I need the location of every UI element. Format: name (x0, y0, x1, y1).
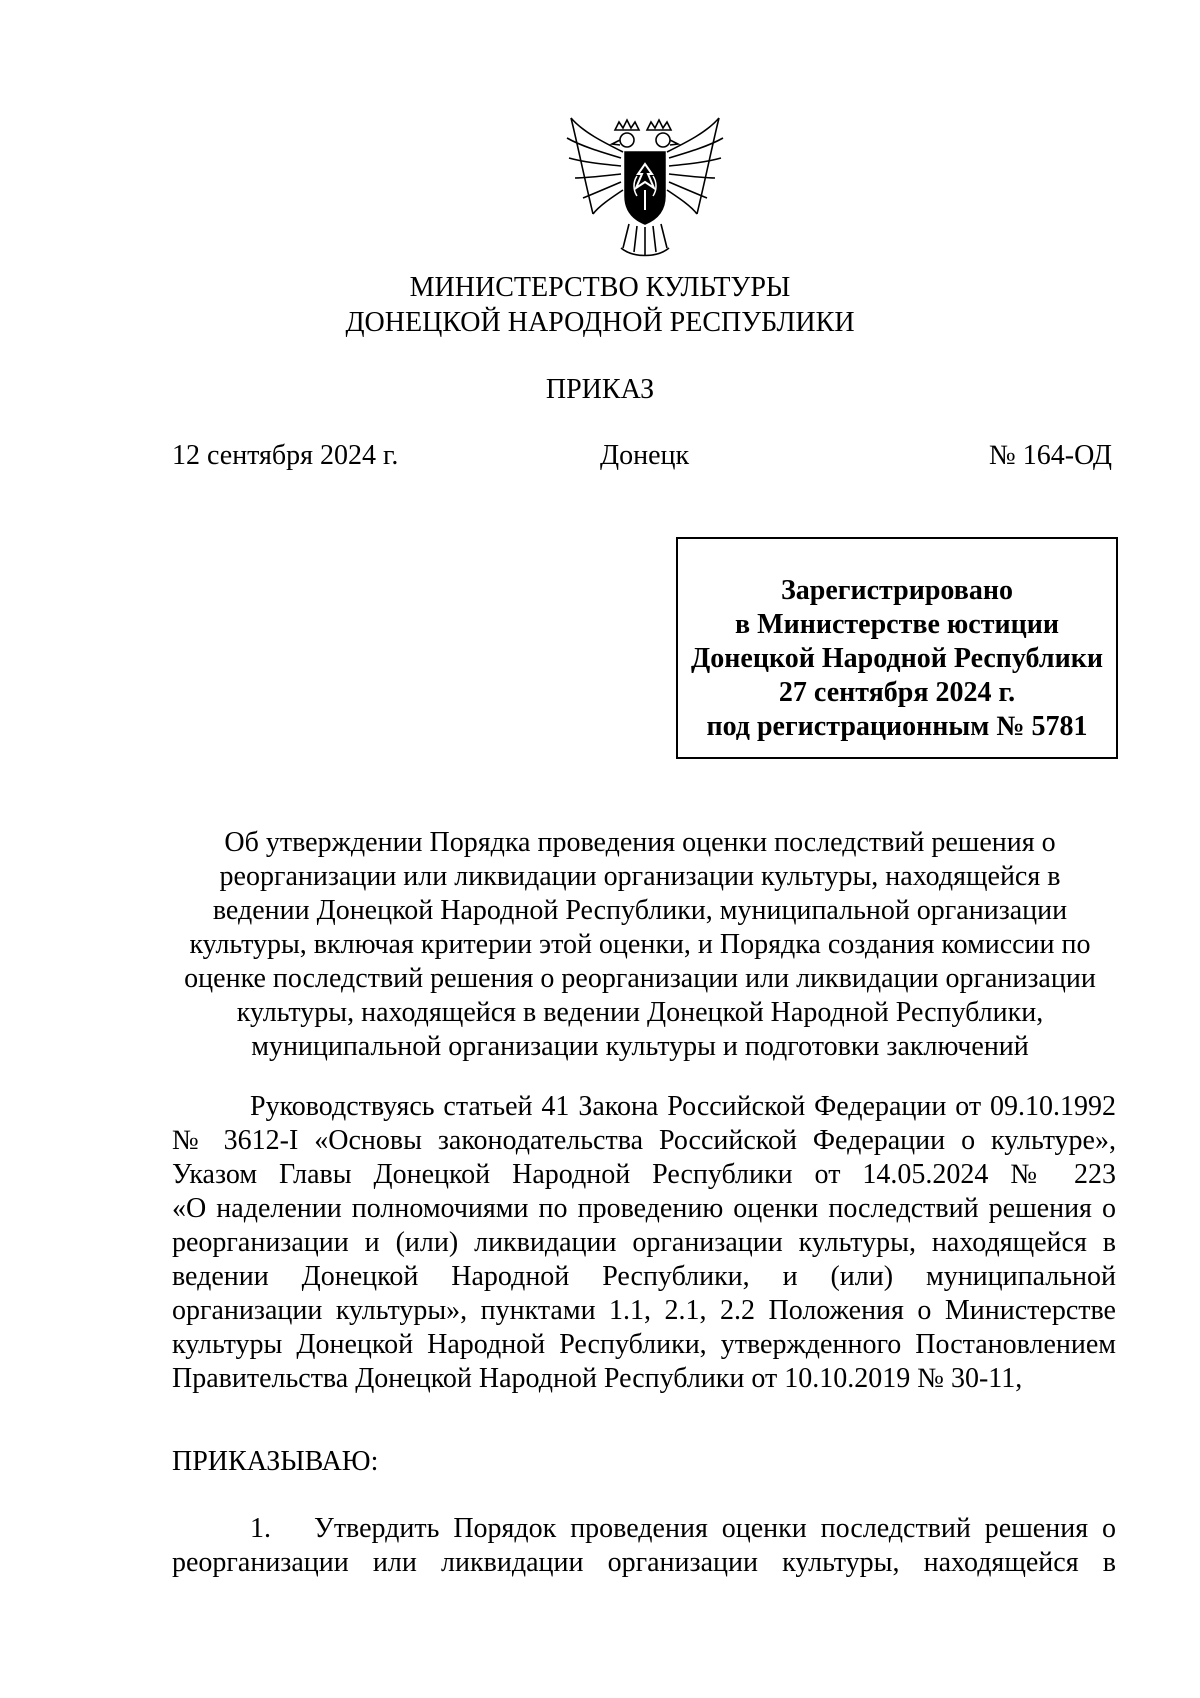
title-line: ведении Донецкой Народной Республики, муниципальной организации (212, 895, 1068, 926)
item-line: Утвердить Порядок проведения оценки последствий решения о (314, 1513, 1116, 1544)
registration-stamp (676, 537, 1118, 759)
preamble-line: организации культуры», пунктами 1.1, 2.1, 2.2 Положения о Министерстве (172, 1295, 1116, 1326)
preamble-line: «О наделении полномочиями по проведению оценки последствий решения о (172, 1193, 1116, 1224)
coat-of-arms-icon (563, 112, 727, 262)
item-number: 1. (250, 1513, 271, 1544)
item-line: реорганизации или ликвидации организации культуры, находящейся в (172, 1547, 1116, 1578)
preamble-line: реорганизации и (или) ликвидации организации культуры, находящейся в (172, 1227, 1116, 1258)
preamble-line: Правительства Донецкой Народной Республики от 10.10.2019 № 30-11, (172, 1363, 1023, 1394)
registration-line: Донецкой Народной Республики (691, 643, 1103, 674)
title-line: культуры, находящейся в ведении Донецкой Народной Республики, (236, 997, 1044, 1028)
item1-first-line (314, 1512, 1116, 1546)
preamble-line: № 3612-I «Основы законодательства Российской Федерации о культуре», (172, 1125, 1116, 1156)
document-type: ПРИКАЗ (545, 374, 655, 405)
order-city: Донецк (600, 440, 690, 471)
title-line: реорганизации или ликвидации организации культуры, находящейся в (219, 861, 1061, 892)
ministry-name-line1: МИНИСТЕРСТВО КУЛЬТУРЫ (409, 272, 791, 303)
order-directive: ПРИКАЗЫВАЮ: (172, 1446, 379, 1477)
ministry-name-line2: ДОНЕЦКОЙ НАРОДНОЙ РЕСПУБЛИКИ (345, 307, 855, 338)
document-title (160, 826, 1120, 1064)
title-line: Об утверждении Порядка проведения оценки последствий решения о (224, 827, 1056, 858)
title-line: оценке последствий решения о реорганизации или ликвидации организации (184, 963, 1096, 994)
preamble-line: ведении Донецкой Народной Республики, и (или) муниципальной (172, 1261, 1116, 1292)
registration-line: 27 сентября 2024 г. (778, 677, 1016, 708)
order-date: 12 сентября 2024 г. (172, 440, 399, 471)
preamble-line: Указом Главы Донецкой Народной Республики от 14.05.2024 № 223 (172, 1159, 1116, 1190)
title-line: культуры, включая критерии этой оценки, и Порядка создания комиссии по (189, 929, 1091, 960)
order-number: № 164-ОД (989, 440, 1112, 471)
registration-line: в Министерстве юстиции (735, 609, 1059, 640)
title-line: муниципальной организации культуры и подготовки заключений (251, 1031, 1029, 1062)
registration-line: Зарегистрировано (781, 575, 1013, 606)
preamble-paragraph (172, 1090, 1116, 1396)
item1-second-line (172, 1546, 1116, 1580)
preamble-line: Руководствуясь статьей 41 Закона Российской Федерации от 09.10.1992 (250, 1091, 1116, 1122)
registration-line: под регистрационным № 5781 (706, 711, 1088, 742)
preamble-line: культуры Донецкой Народной Республики, утвержденного Постановлением (172, 1329, 1116, 1360)
